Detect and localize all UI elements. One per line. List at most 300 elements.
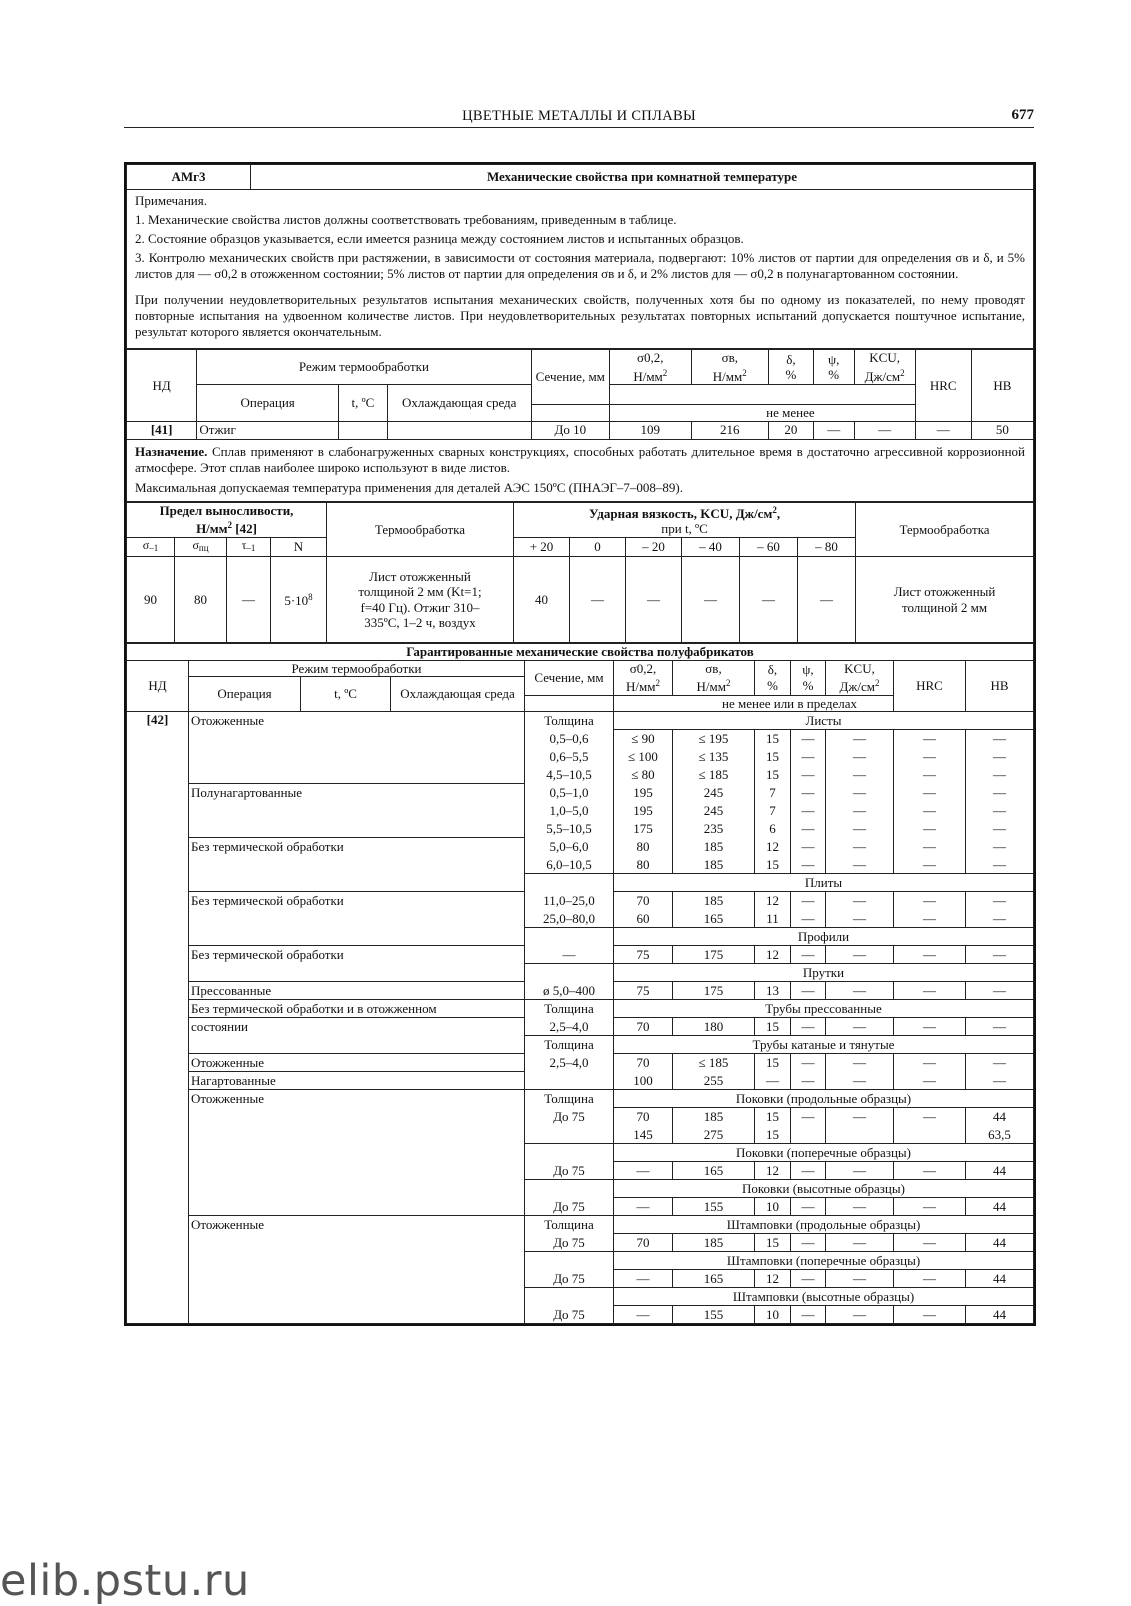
table-row (127, 802, 1034, 820)
props-table (126, 349, 1034, 440)
cooling-header: Охлаждающая среда (387, 385, 531, 422)
value-cell: — (966, 802, 1034, 820)
value-cell: 70 (614, 1234, 673, 1252)
value-cell: — (791, 730, 826, 748)
value-cell: — (826, 856, 894, 874)
props-sv: 216 (691, 421, 768, 439)
value-cell (894, 1126, 966, 1144)
value-cell: — (791, 784, 826, 802)
value-cell: — (791, 802, 826, 820)
value-cell: ≤ 185 (673, 1054, 755, 1072)
value-cell: 175 (614, 820, 673, 838)
fatigue-col-sigma-1: $\sigma_{-1}$ (127, 537, 175, 557)
operation-cell: Отожженные (189, 1216, 525, 1234)
table-row (127, 1162, 1034, 1180)
guaranteed-body (127, 712, 1034, 1324)
g-delta-header: δ, % (755, 660, 791, 695)
value-cell: 44 (966, 1162, 1034, 1180)
g-hb-header: НВ (966, 660, 1034, 712)
section-header: Сечение, мм (531, 350, 609, 405)
table-row (127, 1126, 1034, 1144)
value-cell: — (791, 946, 826, 964)
value-cell: — (966, 748, 1034, 766)
category-label: Трубы прессованные (614, 1000, 1034, 1018)
temp-header: t, ºC (338, 385, 387, 422)
value-cell: 245 (673, 802, 755, 820)
value-cell: — (791, 838, 826, 856)
table-row (127, 1018, 1034, 1036)
fatigue-heat-header: Термообработка (327, 502, 514, 557)
value-cell: 70 (614, 892, 673, 910)
value-cell: — (966, 946, 1034, 964)
value-cell: — (894, 892, 966, 910)
value-cell: 15 (755, 1108, 791, 1126)
fatigue-title: Предел выносливости, $Н/мм^2$ [42] (127, 502, 327, 537)
category-row (127, 1144, 1034, 1162)
section-cell: 0,5–0,6 (525, 730, 614, 748)
section-cell: До 75 (525, 1306, 614, 1324)
value-cell: — (894, 982, 966, 1000)
value-cell: — (894, 838, 966, 856)
value-cell: 44 (966, 1198, 1034, 1216)
props-delta: 20 (768, 421, 813, 439)
page-number: 677 (1011, 107, 1034, 123)
value-cell: 11 (755, 910, 791, 928)
section-cell: ø 5,0–400 (525, 982, 614, 1000)
value-cell: — (894, 1162, 966, 1180)
alloy-datasheet (124, 162, 1036, 1326)
props-kcu: — (854, 421, 915, 439)
impact-val-0: — (570, 557, 626, 643)
impact-heat-header: Термообработка (856, 502, 1034, 557)
operation-cell: Отожженные (189, 712, 525, 730)
table-row (127, 748, 1034, 766)
section-cell: 6,0–10,5 (525, 856, 614, 874)
running-header-title: ЦВЕТНЫЕ МЕТАЛЛЫ И СПЛАВЫ (462, 108, 696, 124)
operation-cell: Без термической обработки (189, 838, 525, 856)
category-label: Штамповки (поперечные образцы) (614, 1252, 1034, 1270)
purpose-text: Назначение. Сплав применяют в слабонагруженных сварных конструкциях, способных работать длительное время в достаточно агрессивной коррозионной атмосфере. Этот сплав наиболее широко используют в виде листов. (135, 443, 1025, 475)
props-nd: [41] (127, 421, 197, 439)
g-hrc-header: HRC (894, 660, 966, 712)
value-cell: ≤ 185 (673, 766, 755, 784)
value-cell: 100 (614, 1072, 673, 1090)
value-cell: — (894, 802, 966, 820)
value-cell: — (791, 910, 826, 928)
props-hrc: — (915, 421, 971, 439)
value-cell: — (894, 910, 966, 928)
value-cell: — (791, 1072, 826, 1090)
fatigue-impact-row (127, 557, 1034, 643)
category-label: Листы (614, 712, 1034, 730)
value-cell: — (826, 982, 894, 1000)
value-cell: — (791, 766, 826, 784)
g-nd-cell: [42] (127, 712, 189, 1324)
value-cell: — (894, 1198, 966, 1216)
section-title: Механические свойства при комнатной температуре (251, 165, 1034, 190)
fatigue-impact-table (126, 502, 1034, 644)
fatigue-val-n: $5\cdot 10^8$ (271, 557, 327, 643)
operation-cell (189, 748, 525, 766)
value-cell: 12 (755, 1162, 791, 1180)
s02-header: σ0,2, $Н/мм^2$ (610, 350, 692, 385)
note-item-1: 1. Механические свойства листов должны соответствовать требованиям, приведенным в таблице. (135, 212, 677, 227)
impact-val-m20: — (626, 557, 682, 643)
value-cell: 44 (966, 1270, 1034, 1288)
value-cell: — (966, 1018, 1034, 1036)
category-row (127, 1216, 1034, 1234)
value-cell: — (966, 892, 1034, 910)
section-cell (525, 874, 614, 892)
value-cell: 15 (755, 1126, 791, 1144)
value-cell: ≤ 90 (614, 730, 673, 748)
value-cell: 175 (673, 982, 755, 1000)
g-mode-header: Режим термообработки (189, 660, 525, 677)
table-row (127, 820, 1034, 838)
value-cell: — (791, 856, 826, 874)
value-cell: — (826, 1234, 894, 1252)
value-cell: — (826, 1072, 894, 1090)
fatigue-val-sigma-pc: 80 (175, 557, 227, 643)
value-cell: 10 (755, 1306, 791, 1324)
value-cell: — (791, 1234, 826, 1252)
props-psi: — (813, 421, 854, 439)
impact-val-m80: — (798, 557, 856, 643)
psi-header: ψ, % (813, 350, 854, 385)
category-label: Трубы катаные и тянутые (614, 1036, 1034, 1054)
table-row (127, 1108, 1034, 1126)
section-cell: Толщина (525, 1000, 614, 1018)
value-cell: 15 (755, 856, 791, 874)
value-cell: — (826, 730, 894, 748)
value-cell: — (966, 784, 1034, 802)
section-cell: До 75 (525, 1198, 614, 1216)
section-cell: 25,0–80,0 (525, 910, 614, 928)
operation-cell (189, 856, 525, 874)
value-cell: — (966, 856, 1034, 874)
section-cell: До 75 (525, 1234, 614, 1252)
table-row (127, 856, 1034, 874)
value-cell: 180 (673, 1018, 755, 1036)
value-cell: 10 (755, 1198, 791, 1216)
value-cell: — (894, 1306, 966, 1324)
fatigue-heat-text: Лист отожженный толщиной 2 мм (Kt=1; f=40 Гц). Отжиг 310–335ºС, 1–2 ч, воздух (327, 557, 514, 643)
value-cell: 275 (673, 1126, 755, 1144)
table-row (127, 1198, 1034, 1216)
value-cell: — (894, 730, 966, 748)
g-sv-header: σв, $Н/мм^2$ (673, 660, 755, 695)
value-cell: — (791, 892, 826, 910)
nd-header: НД (127, 350, 197, 422)
value-cell: — (826, 1306, 894, 1324)
value-cell: 185 (673, 1234, 755, 1252)
value-cell: 245 (673, 784, 755, 802)
value-cell: 80 (614, 856, 673, 874)
props-hb: 50 (971, 421, 1033, 439)
section-cell: До 75 (525, 1270, 614, 1288)
section-cell: Толщина (525, 712, 614, 730)
value-cell: — (791, 1162, 826, 1180)
value-cell: — (894, 748, 966, 766)
section-cell: 0,6–5,5 (525, 748, 614, 766)
value-cell: 6 (755, 820, 791, 838)
value-cell: — (826, 748, 894, 766)
value-cell: 195 (614, 802, 673, 820)
section-cell: — (525, 946, 614, 964)
operation-cell: Без термической обработки и в отожженном (189, 1000, 525, 1018)
value-cell: — (826, 910, 894, 928)
category-label: Плиты (614, 874, 1034, 892)
value-cell: — (826, 1162, 894, 1180)
impact-heat-text: Лист отожженный толщиной 2 мм (856, 557, 1034, 643)
value-cell: — (826, 1270, 894, 1288)
min-label: не менее (610, 405, 972, 422)
category-label: Поковки (поперечные образцы) (614, 1144, 1034, 1162)
operation-cell (189, 802, 525, 820)
operation-cell: Нагартованные (189, 1072, 525, 1090)
impact-temp-20: + 20 (514, 537, 570, 557)
section-cell (525, 964, 614, 982)
value-cell: — (966, 982, 1034, 1000)
value-cell: 70 (614, 1108, 673, 1126)
category-label: Прутки (614, 964, 1034, 982)
table-row (127, 1072, 1034, 1090)
value-cell: 15 (755, 748, 791, 766)
g-nd-header: НД (127, 660, 189, 712)
impact-temp-m60: – 60 (740, 537, 798, 557)
value-cell: — (791, 1270, 826, 1288)
value-cell: 185 (673, 1108, 755, 1126)
impact-val-m60: — (740, 557, 798, 643)
section-cell: 5,0–6,0 (525, 838, 614, 856)
notes-block (126, 190, 1034, 349)
notes-heading: Примечания. (135, 193, 207, 208)
purpose-block (126, 440, 1034, 502)
section-cell: 0,5–1,0 (525, 784, 614, 802)
section-cell: 2,5–4,0 (525, 1018, 614, 1036)
value-cell (791, 1126, 826, 1144)
props-cooling (387, 421, 531, 439)
operation-cell (189, 874, 525, 892)
value-cell: 12 (755, 892, 791, 910)
value-cell: ≤ 135 (673, 748, 755, 766)
impact-title: Ударная вязкость, KCU, $Дж/см^2$, при t, ºС (514, 502, 856, 537)
table-row (127, 910, 1034, 928)
value-cell: — (966, 1072, 1034, 1090)
table-row (127, 838, 1034, 856)
value-cell: — (791, 820, 826, 838)
operation-cell: Полунагартованные (189, 784, 525, 802)
value-cell: — (791, 1018, 826, 1036)
category-label: Штамповки (продольные образцы) (614, 1216, 1034, 1234)
value-cell: — (791, 1054, 826, 1072)
props-operation: Отжиг (197, 421, 339, 439)
value-cell: — (894, 1270, 966, 1288)
category-label: Поковки (высотные образцы) (614, 1180, 1034, 1198)
section-cell: 1,0–5,0 (525, 802, 614, 820)
section-cell: До 75 (525, 1162, 614, 1180)
value-cell: 80 (614, 838, 673, 856)
operation-header: Операция (197, 385, 339, 422)
section-cell (525, 1126, 614, 1144)
value-cell: 185 (673, 856, 755, 874)
props-row (127, 421, 1034, 439)
value-cell: — (894, 1072, 966, 1090)
operation-cell (189, 1270, 525, 1288)
value-cell: — (826, 1108, 894, 1126)
operation-cell (189, 928, 525, 946)
operation-cell: Отожженные (189, 1090, 525, 1108)
fatigue-val-tau-1: — (227, 557, 271, 643)
operation-cell: состоянии (189, 1018, 525, 1036)
value-cell: — (614, 1270, 673, 1288)
g-kcu-header: KCU, $Дж/см^2$ (826, 660, 894, 695)
section-cell: 5,5–10,5 (525, 820, 614, 838)
value-cell: ≤ 100 (614, 748, 673, 766)
value-cell: 44 (966, 1108, 1034, 1126)
category-row (127, 1252, 1034, 1270)
value-cell: — (894, 820, 966, 838)
section-cell: 11,0–25,0 (525, 892, 614, 910)
value-cell: 15 (755, 1054, 791, 1072)
operation-cell (189, 1306, 525, 1324)
running-header (124, 107, 1034, 128)
delta-header: δ, % (768, 350, 813, 385)
value-cell: — (966, 910, 1034, 928)
value-cell: 44 (966, 1234, 1034, 1252)
value-cell: — (966, 820, 1034, 838)
value-cell: 44 (966, 1306, 1034, 1324)
value-cell: 185 (673, 838, 755, 856)
kcu-header: KCU, $Дж/см^2$ (854, 350, 915, 385)
value-cell: — (894, 856, 966, 874)
value-cell: — (894, 1108, 966, 1126)
value-cell: 145 (614, 1126, 673, 1144)
impact-temp-m40: – 40 (682, 537, 740, 557)
value-cell: — (791, 1108, 826, 1126)
impact-temp-m80: – 80 (798, 537, 856, 557)
value-cell: — (826, 802, 894, 820)
operation-cell (189, 1234, 525, 1252)
value-cell: 165 (673, 910, 755, 928)
table-row (127, 784, 1034, 802)
section-cell (525, 1288, 614, 1306)
table-row (127, 1270, 1034, 1288)
hb-header: НВ (971, 350, 1033, 422)
value-cell: — (755, 1072, 791, 1090)
g-s02-header: σ0,2, $Н/мм^2$ (614, 660, 673, 695)
value-cell: 63,5 (966, 1126, 1034, 1144)
value-cell: 165 (673, 1270, 755, 1288)
note-item-3: 3. Контролю механических свойств при растяжении, в зависимости от состояния материала, подвергают: 10% листов от партии для определения σв и δ, и 5% листов для — σ0,2 в отожженном состоянии; 5% листов от партии для определения σв и δ, и 2% листов для — σ0,2 в полунагартованном состоянии. (135, 250, 1025, 281)
value-cell: 75 (614, 982, 673, 1000)
value-cell: — (966, 838, 1034, 856)
section-cell: Толщина (525, 1216, 614, 1234)
section-cell: До 75 (525, 1108, 614, 1126)
watermark: elib.pstu.ru (0, 1556, 250, 1606)
value-cell: — (791, 748, 826, 766)
value-cell: — (826, 766, 894, 784)
value-cell: 195 (614, 784, 673, 802)
category-row (127, 964, 1034, 982)
operation-cell (189, 1162, 525, 1180)
value-cell: — (894, 1054, 966, 1072)
section-cell: 4,5–10,5 (525, 766, 614, 784)
value-cell: 70 (614, 1054, 673, 1072)
operation-cell (189, 1288, 525, 1306)
value-cell: 185 (673, 892, 755, 910)
guaranteed-table (126, 643, 1034, 1324)
impact-val-m40: — (682, 557, 740, 643)
operation-cell (189, 1036, 525, 1054)
g-psi-header: ψ, % (791, 660, 826, 695)
category-row (127, 874, 1034, 892)
operation-cell (189, 820, 525, 838)
table-row (127, 1234, 1034, 1252)
value-cell: ≤ 195 (673, 730, 755, 748)
operation-cell: Без термической обработки (189, 892, 525, 910)
operation-cell (189, 1180, 525, 1198)
table-row (127, 982, 1034, 1000)
operation-cell: Отожженные (189, 1054, 525, 1072)
table-row (127, 766, 1034, 784)
section-cell: Толщина (525, 1090, 614, 1108)
g-operation-header: Операция (189, 677, 301, 712)
props-section: До 10 (531, 421, 609, 439)
g-range-label: не менее или в пределах (614, 695, 966, 712)
value-cell: 12 (755, 1270, 791, 1288)
value-cell: — (826, 1054, 894, 1072)
category-row (127, 1180, 1034, 1198)
value-cell: — (894, 784, 966, 802)
value-cell: — (791, 1306, 826, 1324)
operation-cell (189, 964, 525, 982)
note-item-2: 2. Состояние образцов указывается, если имеется разница между состоянием листов и испытанных образцов. (135, 231, 744, 246)
value-cell: — (826, 838, 894, 856)
value-cell: 155 (673, 1306, 755, 1324)
value-cell: 75 (614, 946, 673, 964)
fatigue-val-sigma-1: 90 (127, 557, 175, 643)
g-temp-header: t, ºC (301, 677, 391, 712)
category-label: Поковки (продольные образцы) (614, 1090, 1034, 1108)
value-cell: 70 (614, 1018, 673, 1036)
value-cell: ≤ 80 (614, 766, 673, 784)
value-cell: — (791, 1198, 826, 1216)
operation-cell (189, 1108, 525, 1126)
value-cell: 15 (755, 730, 791, 748)
table-row (127, 946, 1034, 964)
value-cell: — (826, 784, 894, 802)
section-cell: 2,5–4,0 (525, 1054, 614, 1072)
props-s02: 109 (610, 421, 692, 439)
section-cell (525, 1252, 614, 1270)
value-cell: — (894, 1234, 966, 1252)
operation-cell (189, 766, 525, 784)
value-cell: 255 (673, 1072, 755, 1090)
section-cell (525, 1144, 614, 1162)
mode-header: Режим термообработки (197, 350, 531, 385)
table-row (127, 730, 1034, 748)
category-row (127, 1288, 1034, 1306)
value-cell: — (614, 1198, 673, 1216)
table-row (127, 1054, 1034, 1072)
operation-cell (189, 1252, 525, 1270)
operation-cell (189, 730, 525, 748)
props-temp (338, 421, 387, 439)
value-cell: — (826, 1198, 894, 1216)
value-cell: 155 (673, 1198, 755, 1216)
value-cell: — (894, 766, 966, 784)
